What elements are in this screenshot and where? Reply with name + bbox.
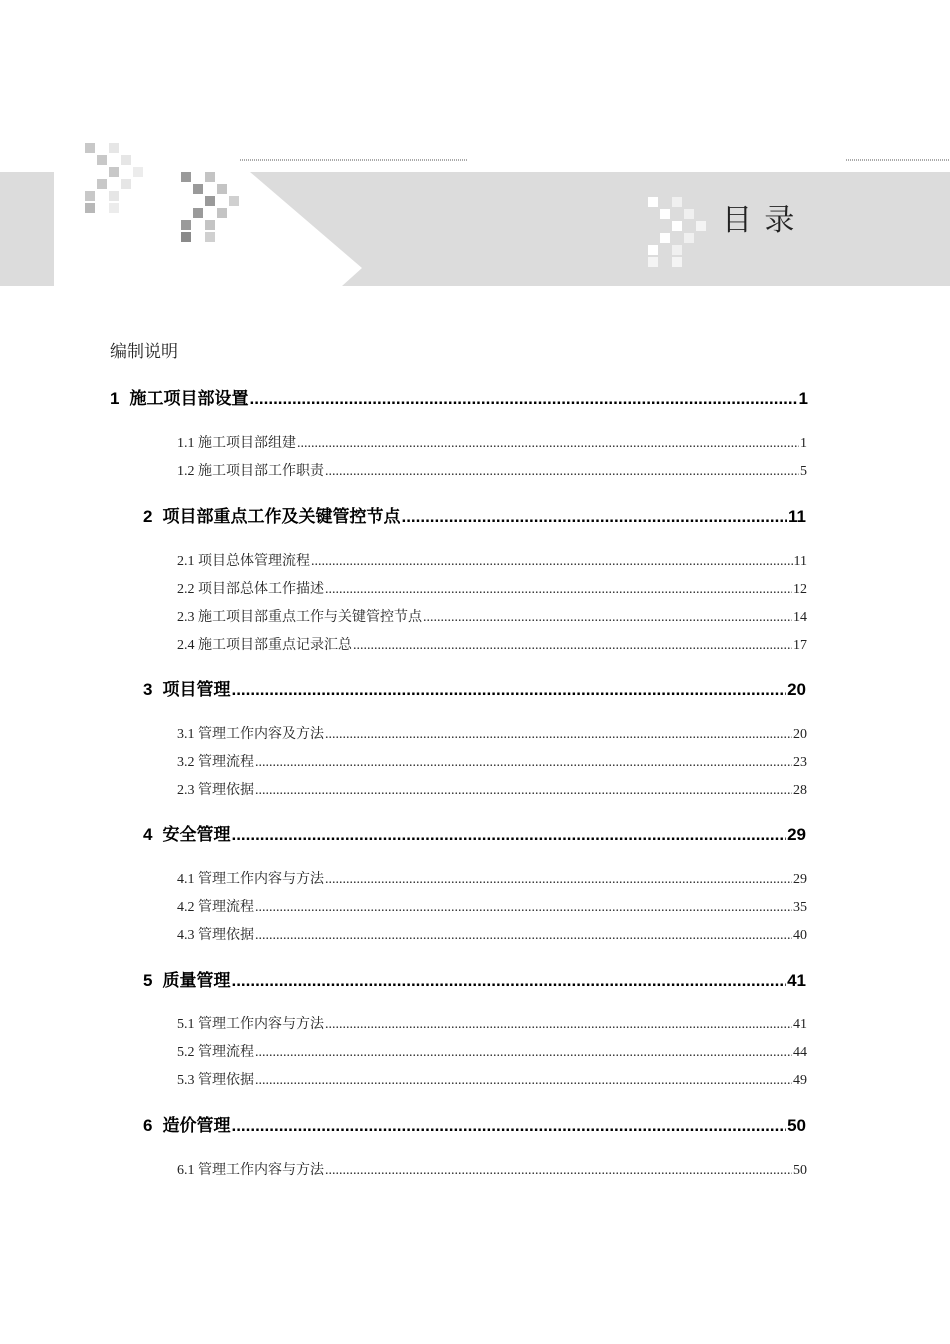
- toc-section-5[interactable]: [143, 966, 806, 991]
- toc-item-label: 3.2 管理流程: [177, 755, 254, 770]
- toc-page-number: 1: [800, 436, 807, 451]
- toc-page-number: 29: [793, 872, 807, 887]
- toc-page-number: 12: [793, 582, 807, 597]
- toc-item-label: 4.3 管理依据: [177, 928, 254, 943]
- toc-item[interactable]: [177, 723, 807, 743]
- toc-page-number: 1: [798, 389, 808, 408]
- toc-item[interactable]: [177, 578, 807, 598]
- toc-item[interactable]: [177, 460, 807, 480]
- toc-leader-dots: [423, 610, 792, 626]
- toc-page-number: 44: [793, 1045, 807, 1060]
- toc-leader-dots: [325, 1163, 792, 1179]
- toc-item-label: 2.3 施工项目部重点工作与关键管控节点: [177, 610, 422, 625]
- toc-page-number: 11: [793, 554, 807, 569]
- toc-item-label: 4.2 管理流程: [177, 900, 254, 915]
- toc-item-label: 1.1 施工项目部组建: [177, 436, 296, 451]
- toc-leader-dots: [255, 928, 792, 944]
- toc-page-number: 35: [793, 900, 807, 915]
- toc-section-4[interactable]: [143, 820, 806, 845]
- toc-leader-dots: [231, 680, 786, 700]
- page-title: 目 录: [722, 204, 797, 237]
- toc-section-1[interactable]: [110, 384, 808, 409]
- toc-section-label: 2 项目部重点工作及关键管控节点: [143, 507, 401, 526]
- toc-section-label: 5 质量管理: [143, 971, 231, 990]
- toc-leader-dots: [231, 825, 786, 845]
- toc-item[interactable]: [177, 606, 807, 626]
- toc-item-label: 4.1 管理工作内容与方法: [177, 872, 324, 887]
- toc-page-number: 41: [787, 971, 806, 990]
- toc-item-label: 1.2 施工项目部工作职责: [177, 464, 324, 479]
- toc-item[interactable]: [177, 1013, 807, 1033]
- toc-leader-dots: [249, 389, 797, 409]
- toc-item[interactable]: [177, 924, 807, 944]
- toc-leader-dots: [255, 900, 792, 916]
- toc-item[interactable]: [177, 1069, 807, 1089]
- toc-item-label: 3.1 管理工作内容及方法: [177, 727, 324, 742]
- header-band-shape: [250, 172, 950, 286]
- toc-item-label: 5.1 管理工作内容与方法: [177, 1017, 324, 1032]
- toc-item[interactable]: [177, 751, 807, 771]
- toc-page-number: 28: [793, 783, 807, 798]
- toc-page-number: 40: [793, 928, 807, 943]
- toc-section-2[interactable]: [143, 502, 806, 527]
- toc-leader-dots: [297, 436, 799, 452]
- toc-leader-dots: [325, 582, 792, 598]
- toc-leader-dots: [255, 1045, 792, 1061]
- toc-page-number: 41: [793, 1017, 807, 1032]
- toc-page-number: 11: [788, 507, 806, 526]
- toc-item-label: 5.2 管理流程: [177, 1045, 254, 1060]
- toc-page-number: 50: [793, 1163, 807, 1178]
- toc-section-label: 4 安全管理: [143, 825, 231, 844]
- toc-item-label: 2.2 项目部总体工作描述: [177, 582, 324, 597]
- toc-leader-dots: [255, 783, 792, 799]
- toc-leader-dots: [325, 727, 792, 743]
- toc-leader-dots: [325, 464, 799, 480]
- toc-page-number: 20: [793, 727, 807, 742]
- toc-item-label: 5.3 管理依据: [177, 1073, 254, 1088]
- toc-item-label: 6.1 管理工作内容与方法: [177, 1163, 324, 1178]
- toc-leader-dots: [353, 638, 792, 654]
- toc-item[interactable]: [177, 550, 807, 570]
- toc-section-label: 1 施工项目部设置: [110, 389, 249, 408]
- toc-section-3[interactable]: [143, 675, 806, 700]
- toc-leader-dots: [255, 755, 792, 771]
- toc-leader-dots: [231, 1116, 786, 1136]
- toc-page-number: 49: [793, 1073, 807, 1088]
- toc-section-label: 3 项目管理: [143, 680, 231, 699]
- chevron-pattern-icon: [181, 172, 239, 242]
- toc-item[interactable]: [177, 432, 807, 452]
- toc-leader-dots: [325, 872, 792, 888]
- toc-page-number: 23: [793, 755, 807, 770]
- toc-intro[interactable]: 编制说明: [110, 342, 178, 361]
- toc-page-number: 50: [787, 1116, 806, 1135]
- toc-item[interactable]: [177, 868, 807, 888]
- toc-page-number: 29: [787, 825, 806, 844]
- toc-item[interactable]: [177, 896, 807, 916]
- header-banner: [0, 0, 950, 300]
- toc-page-number: 20: [787, 680, 806, 699]
- toc-leader-dots: [231, 971, 786, 991]
- toc-leader-dots: [401, 507, 787, 527]
- toc-leader-dots: [311, 554, 793, 570]
- toc-item-label: 2.4 施工项目部重点记录汇总: [177, 638, 352, 653]
- toc-item-label: 2.1 项目总体管理流程: [177, 554, 310, 569]
- toc-page-number: 14: [793, 610, 807, 625]
- toc-item[interactable]: [177, 634, 807, 654]
- toc-leader-dots: [255, 1073, 792, 1089]
- toc-item-label: 2.3 管理依据: [177, 783, 254, 798]
- header-left-block: [0, 172, 54, 286]
- toc-item[interactable]: [177, 1041, 807, 1061]
- toc-leader-dots: [325, 1017, 792, 1033]
- toc-page-number: 5: [800, 464, 807, 479]
- toc-section-6[interactable]: [143, 1111, 806, 1136]
- chevron-pattern-icon: [85, 143, 143, 213]
- toc-page-number: 17: [793, 638, 807, 653]
- toc-section-label: 6 造价管理: [143, 1116, 231, 1135]
- toc-item[interactable]: [177, 779, 807, 799]
- toc-item[interactable]: [177, 1159, 807, 1179]
